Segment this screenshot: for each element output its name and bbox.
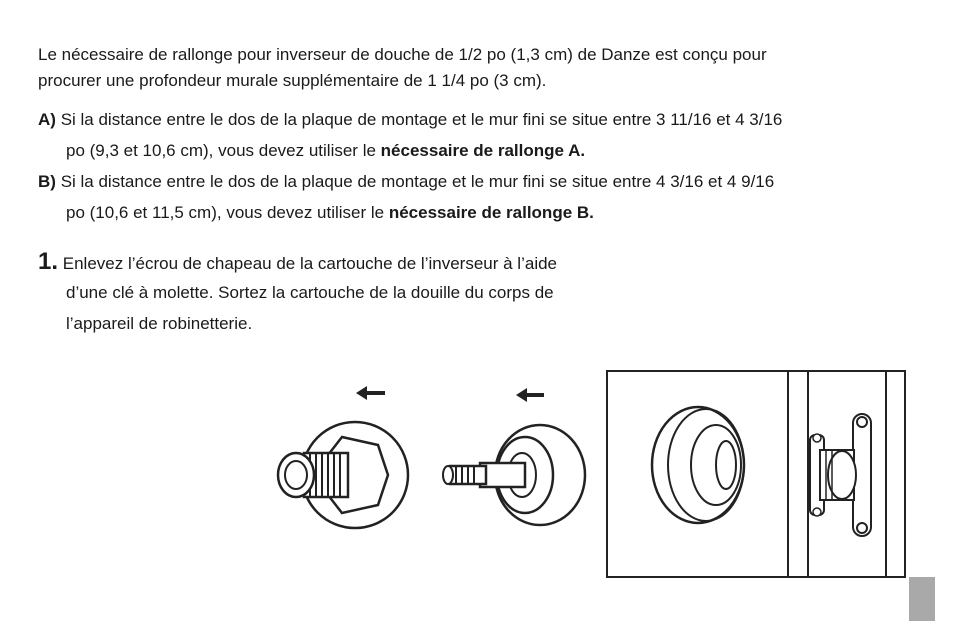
step-1-text: Enlevez l’écrou de chapeau de la cartouche de l’inverseur à l’aide	[62, 254, 558, 273]
cap-nut-illustration	[270, 375, 420, 535]
page-edge-tab	[909, 577, 935, 621]
option-b-text: Si la distance entre le dos de la plaque de montage et le mur fini se situe entre 4 3/16 et 4 9/16	[60, 172, 775, 191]
left-arrow-icon	[356, 386, 385, 400]
option-a-marker: A)	[38, 110, 56, 129]
option-a-line-2	[66, 141, 585, 161]
option-a-text: Si la distance entre le dos de la plaque de montage et le mur fini se situe entre 3 11/16 et 4 3/16	[60, 110, 783, 129]
wall-section-illustration	[606, 370, 906, 580]
option-b-text-2: po (10,6 et 11,5 cm), vous devez utiliser le	[66, 203, 389, 222]
kit-a-label: nécessaire de rallonge A.	[380, 141, 586, 160]
cartridge-illustration	[440, 375, 590, 535]
intro-line-2: procurer une profondeur murale supplémentaire de 1 1/4 po (3 cm).	[38, 71, 547, 90]
step-1-line-3: l’appareil de robinetterie.	[66, 314, 253, 333]
option-a-text-2: po (9,3 et 10,6 cm), vous devez utiliser le	[66, 141, 381, 160]
option-b-line-2	[66, 203, 594, 223]
step-1-line-1	[38, 248, 557, 277]
option-a-line-1	[38, 110, 782, 130]
intro-line-1: Le nécessaire de rallonge pour inverseur de douche de 1/2 po (1,3 cm) de Danze est conçu pour	[38, 45, 767, 64]
step-1-number: 1.	[38, 248, 59, 275]
option-b-marker: B)	[38, 172, 56, 191]
left-arrow-icon	[516, 388, 544, 402]
kit-b-label: nécessaire de rallonge B.	[388, 203, 594, 222]
step-1-line-2: d’une clé à molette. Sortez la cartouche de la douille du corps de	[66, 283, 554, 302]
option-b-line-1	[38, 172, 774, 192]
